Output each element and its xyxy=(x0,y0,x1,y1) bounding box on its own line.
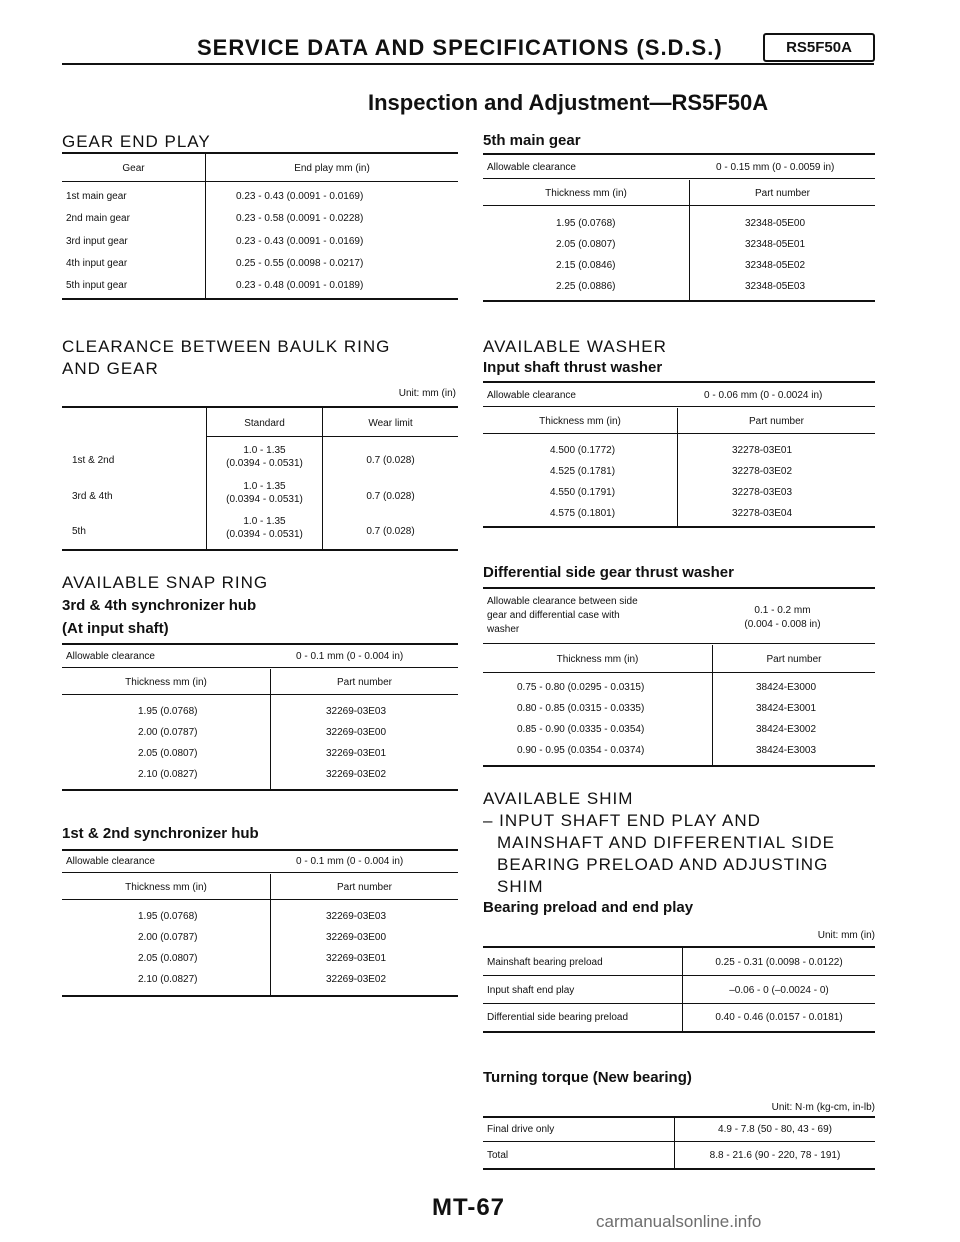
table-cell: 2.25 (0.0886) xyxy=(556,281,616,292)
rule xyxy=(62,152,458,154)
rule xyxy=(206,436,458,437)
rule xyxy=(483,765,875,767)
shim-heading-l5: SHIM xyxy=(497,877,544,896)
rule xyxy=(483,178,875,179)
gear-end-play-heading: GEAR END PLAY xyxy=(62,132,211,151)
rule xyxy=(483,975,875,976)
rule xyxy=(62,406,458,408)
rule xyxy=(62,549,458,551)
table-cell: 2.05 (0.0807) xyxy=(138,953,198,964)
rule xyxy=(62,694,458,695)
table-cell: 0.7 (0.028) xyxy=(366,455,415,466)
table-cell: 0.7 (0.028) xyxy=(366,526,415,537)
table-cell: 0 - 0.1 mm (0 - 0.004 in) xyxy=(296,856,404,867)
torque-heading: Turning torque (New bearing) xyxy=(483,1069,692,1086)
table-cell: 32348-05E01 xyxy=(745,239,806,250)
table-cell: 1.0 - 1.35 xyxy=(243,516,286,527)
shim-heading-l4: BEARING PRELOAD AND ADJUSTING xyxy=(497,855,829,874)
table-cell: 32269-03E01 xyxy=(326,748,387,759)
col-header-part: Part number xyxy=(766,654,822,665)
table-cell: 3rd input gear xyxy=(66,236,128,247)
rule xyxy=(62,872,458,873)
washer-heading: AVAILABLE WASHER xyxy=(483,337,667,356)
table-cell: 32269-03E01 xyxy=(326,953,387,964)
rule xyxy=(483,406,875,407)
table-cell: 0.40 - 0.46 (0.0157 - 0.0181) xyxy=(715,1012,843,1023)
shim-unit: Unit: mm (in) xyxy=(817,930,875,941)
rule xyxy=(483,1141,875,1142)
col-header-thickness: Thickness mm (in) xyxy=(539,416,621,427)
table-cell: (0.004 - 0.008 in) xyxy=(744,619,821,630)
table-cell: 32348-05E02 xyxy=(745,260,806,271)
table-cell: 5th xyxy=(72,526,86,537)
table-cell: 8.8 - 21.6 (90 - 220, 78 - 191) xyxy=(709,1150,841,1161)
rule xyxy=(483,1003,875,1004)
table-cell: 0.25 - 0.31 (0.0098 - 0.0122) xyxy=(715,957,843,968)
table-cell: 0.90 - 0.95 (0.0354 - 0.0374) xyxy=(517,745,645,756)
table-cell: 1.95 (0.0768) xyxy=(556,218,616,229)
baulk-heading-line1: CLEARANCE BETWEEN BAULK RING xyxy=(62,337,391,356)
rule xyxy=(483,643,875,644)
table-cell: Mainshaft bearing preload xyxy=(487,957,603,968)
col-header-thickness: Thickness mm (in) xyxy=(556,654,639,665)
table-cell: gear and differential case with xyxy=(487,610,620,621)
page-number: MT-67 xyxy=(432,1194,506,1221)
table-cell: 0.7 (0.028) xyxy=(366,491,415,502)
rule xyxy=(483,672,875,673)
col-header-thickness: Thickness mm (in) xyxy=(545,188,627,199)
table-cell: 0.25 - 0.55 (0.0098 - 0.0217) xyxy=(236,258,364,269)
table-cell: 0.23 - 0.43 (0.0091 - 0.0169) xyxy=(236,236,364,247)
sync12-heading: 1st & 2nd synchronizer hub xyxy=(62,825,259,842)
table-cell: –0.06 - 0 (–0.0024 - 0) xyxy=(729,985,829,996)
table-cell: 32278-03E04 xyxy=(732,508,793,519)
table-cell: 32269-03E03 xyxy=(326,706,387,717)
col-header-wear-limit: Wear limit xyxy=(368,418,413,429)
col-header-part: Part number xyxy=(336,882,393,893)
table-cell: 2nd main gear xyxy=(66,213,130,224)
table-cell: 38424-E3002 xyxy=(756,724,817,735)
table-cell: (0.0394 - 0.0531) xyxy=(226,529,303,540)
table-cell: 2.05 (0.0807) xyxy=(556,239,616,250)
rule xyxy=(483,587,875,589)
table-cell: Allowable clearance xyxy=(487,162,576,173)
table-cell: 1.0 - 1.35 xyxy=(243,445,286,456)
watermark: carmanualsonline.info xyxy=(596,1212,762,1231)
table-cell: 32278-03E01 xyxy=(732,445,793,456)
rule xyxy=(62,995,458,997)
table-cell: 32269-03E02 xyxy=(326,974,387,985)
table-cell: 1.95 (0.0768) xyxy=(138,706,198,717)
table-cell: 5th input gear xyxy=(66,280,128,291)
table-cell: 2.05 (0.0807) xyxy=(138,748,198,759)
table-cell: 1.0 - 1.35 xyxy=(243,481,286,492)
rule xyxy=(62,181,458,182)
rule xyxy=(483,153,875,155)
torque-unit: Unit: N·m (kg-cm, in-lb) xyxy=(771,1102,875,1113)
table-cell: 32269-03E03 xyxy=(326,911,387,922)
table-cell: 4.500 (0.1772) xyxy=(550,445,616,456)
rule xyxy=(62,667,458,668)
table-cell: 38424-E3001 xyxy=(756,703,817,714)
table-cell: 2.15 (0.0846) xyxy=(556,260,616,271)
rule xyxy=(483,1168,875,1170)
table-cell: 0.23 - 0.58 (0.0091 - 0.0228) xyxy=(236,213,364,224)
table-cell: Total xyxy=(487,1150,509,1161)
col-header-part: Part number xyxy=(754,188,811,199)
table-cell: 2.10 (0.0827) xyxy=(138,974,198,985)
table-cell: 0.23 - 0.43 (0.0091 - 0.0169) xyxy=(236,191,364,202)
rule xyxy=(62,643,458,645)
col-header-thickness: Thickness mm (in) xyxy=(125,677,207,688)
main5-heading: 5th main gear xyxy=(483,132,581,149)
table-cell: 3rd & 4th xyxy=(72,491,113,502)
table-cell: 1st main gear xyxy=(66,191,127,202)
col-header-part: Part number xyxy=(336,677,393,688)
table-cell: 4.575 (0.1801) xyxy=(550,508,616,519)
table-cell: Allowable clearance between side xyxy=(487,596,638,607)
table-cell: 4.525 (0.1781) xyxy=(550,466,616,477)
table-cell: 2.00 (0.0787) xyxy=(138,932,198,943)
table-cell: 0.85 - 0.90 (0.0335 - 0.0354) xyxy=(517,724,645,735)
snap-ring-heading: AVAILABLE SNAP RING xyxy=(62,573,269,592)
table-cell: 0.1 - 0.2 mm xyxy=(754,605,811,616)
shim-heading-l3: MAINSHAFT AND DIFFERENTIAL SIDE xyxy=(497,833,835,852)
section-title: SERVICE DATA AND SPECIFICATIONS (S.D.S.) xyxy=(197,35,723,60)
snap-ring-sub1: 3rd & 4th synchronizer hub xyxy=(62,597,257,614)
table-cell: 0 - 0.06 mm (0 - 0.0024 in) xyxy=(704,390,823,401)
table-cell: 32269-03E00 xyxy=(326,932,387,943)
col-header-gear: Gear xyxy=(122,163,145,174)
rule xyxy=(483,946,875,948)
table-cell: Allowable clearance xyxy=(66,856,155,867)
table-cell: 0.75 - 0.80 (0.0295 - 0.0315) xyxy=(517,682,645,693)
rule xyxy=(483,526,875,528)
rule xyxy=(62,899,458,900)
rule xyxy=(483,1116,875,1118)
table-cell: 0 - 0.15 mm (0 - 0.0059 in) xyxy=(716,162,835,173)
table-cell: 32278-03E02 xyxy=(732,466,793,477)
table-cell: 2.00 (0.0787) xyxy=(138,727,198,738)
rule xyxy=(483,205,875,206)
col-header-end-play: End play mm (in) xyxy=(294,163,370,174)
table-cell: Allowable clearance xyxy=(487,390,576,401)
col-header-standard: Standard xyxy=(244,418,285,429)
table-cell: washer xyxy=(487,624,520,635)
rule xyxy=(62,789,458,791)
table-cell: 4.550 (0.1791) xyxy=(550,487,616,498)
snap-ring-sub2: (At input shaft) xyxy=(62,620,169,637)
col-header-thickness: Thickness mm (in) xyxy=(125,882,207,893)
table-cell: Allowable clearance xyxy=(66,651,155,662)
table-cell: 32348-05E00 xyxy=(745,218,806,229)
table-cell: 0.23 - 0.48 (0.0091 - 0.0189) xyxy=(236,280,364,291)
table-cell: 2.10 (0.0827) xyxy=(138,769,198,780)
rule xyxy=(62,849,458,851)
table-cell: Differential side bearing preload xyxy=(487,1012,629,1023)
table-cell: (0.0394 - 0.0531) xyxy=(226,458,303,469)
shim-heading-l1: AVAILABLE SHIM xyxy=(483,789,634,808)
table-cell: 4th input gear xyxy=(66,258,128,269)
table-cell: 1.95 (0.0768) xyxy=(138,911,198,922)
table-cell: 4.9 - 7.8 (50 - 80, 43 - 69) xyxy=(718,1124,832,1135)
rule xyxy=(62,298,458,300)
table-cell: Final drive only xyxy=(487,1124,555,1135)
rule xyxy=(483,300,875,302)
table-cell: 32269-03E00 xyxy=(326,727,387,738)
header-rule xyxy=(62,63,874,65)
shim-sub: Bearing preload and end play xyxy=(483,899,694,916)
model-code-badge: RS5F50A xyxy=(763,33,875,62)
table-cell: 0.80 - 0.85 (0.0315 - 0.0335) xyxy=(517,703,645,714)
col-header-part: Part number xyxy=(748,416,805,427)
rule xyxy=(483,1031,875,1033)
page-subtitle: Inspection and Adjustment—RS5F50A xyxy=(368,90,769,115)
table-cell: 38424-E3000 xyxy=(756,682,817,693)
table-cell: 38424-E3003 xyxy=(756,745,817,756)
baulk-unit: Unit: mm (in) xyxy=(398,388,456,399)
washer-sub: Input shaft thrust washer xyxy=(483,359,663,376)
table-cell: 32269-03E02 xyxy=(326,769,387,780)
baulk-heading-line2: AND GEAR xyxy=(62,359,159,378)
table-cell: 0 - 0.1 mm (0 - 0.004 in) xyxy=(296,651,404,662)
table-cell: 32278-03E03 xyxy=(732,487,793,498)
rule xyxy=(483,381,875,383)
shim-heading-l2: – INPUT SHAFT END PLAY AND xyxy=(483,811,761,830)
diff-heading: Differential side gear thrust washer xyxy=(483,564,734,581)
col-divider xyxy=(205,154,206,299)
table-cell: 1st & 2nd xyxy=(72,455,115,466)
table-cell: 32348-05E03 xyxy=(745,281,806,292)
rule xyxy=(483,433,875,434)
table-cell: Input shaft end play xyxy=(487,985,575,996)
table-cell: (0.0394 - 0.0531) xyxy=(226,494,303,505)
